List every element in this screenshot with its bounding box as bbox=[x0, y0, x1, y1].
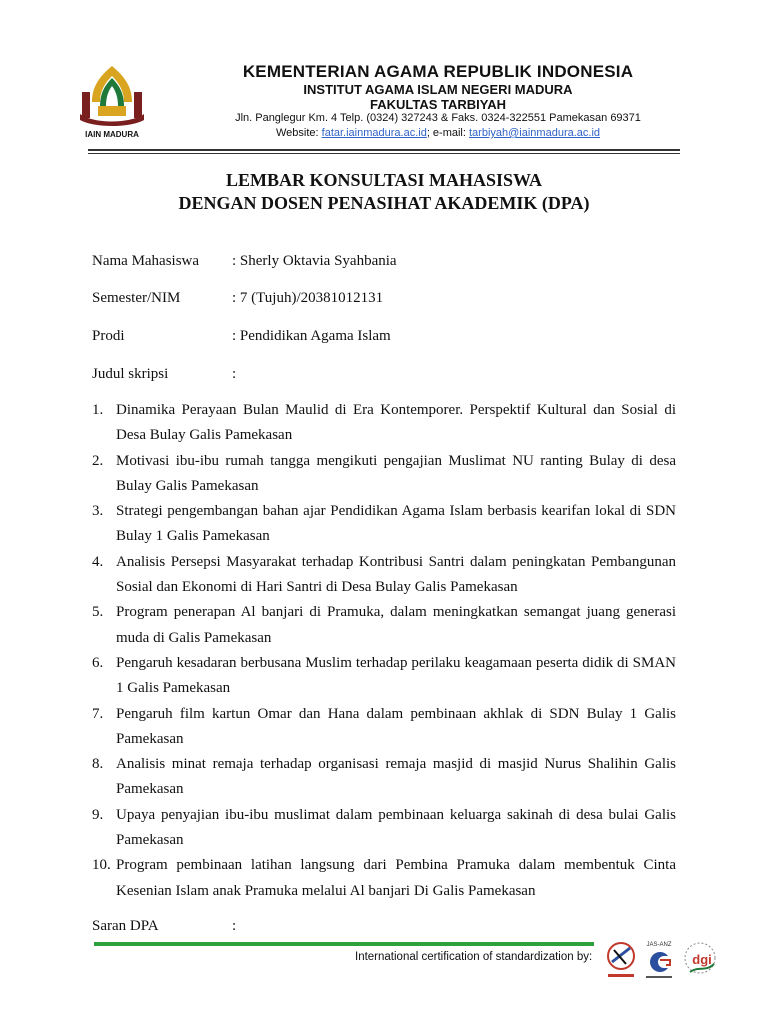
document-title-line1: LEMBAR KONSULTASI MAHASISWA bbox=[225, 170, 543, 190]
saran-dpa-value: : bbox=[232, 918, 237, 934]
field-label-judul-skripsi: Judul skripsi bbox=[92, 366, 169, 382]
header-divider-thick bbox=[88, 149, 680, 151]
email-label: ; e-mail: bbox=[426, 127, 469, 139]
list-item bbox=[92, 803, 676, 854]
ministry-name: KEMENTERIAN AGAMA REPUBLIK INDONESIA bbox=[242, 62, 634, 81]
email-link[interactable]: tarbiyah@iainmadura.ac.id bbox=[469, 127, 601, 139]
list-item bbox=[92, 752, 676, 803]
list-item-number: 9. bbox=[92, 806, 104, 823]
field-value-judul-skripsi: : bbox=[232, 366, 237, 382]
contact-line bbox=[188, 127, 688, 139]
list-item-number: 5. bbox=[92, 604, 104, 621]
list-item bbox=[92, 702, 676, 753]
list-item-text: Analisis Persepsi Masyarakat terhadap Kontribusi Santri dalam peningkatan Pembangunan Sosial dan Ekonomi di Hari Santri di Desa Bulay Galis Pamekasan bbox=[116, 553, 676, 596]
list-item-number: 8. bbox=[92, 756, 104, 773]
list-item bbox=[92, 651, 676, 702]
list-item bbox=[92, 398, 676, 449]
list-item-number: 3. bbox=[92, 503, 104, 520]
field-value-prodi: : Pendidikan Agama Islam bbox=[232, 328, 391, 344]
list-item-number: 7. bbox=[92, 705, 104, 722]
list-item-number: 10. bbox=[92, 857, 111, 874]
faculty-name: FAKULTAS TARBIYAH bbox=[369, 97, 507, 112]
iso-certification-icon bbox=[604, 938, 638, 982]
field-value-nama: : Sherly Oktavia Syahbania bbox=[232, 253, 397, 269]
dgi-badge-icon bbox=[680, 938, 720, 982]
list-item bbox=[92, 449, 676, 500]
list-item bbox=[92, 600, 676, 651]
list-item-text: Pengaruh film kartun Omar dan Hana dalam pembinaan akhlak di SDN Bulay 1 Galis Pamekasan bbox=[116, 705, 676, 747]
website-link[interactable]: fatar.iainmadura.ac.id bbox=[321, 127, 427, 139]
website-label: Website: bbox=[275, 127, 322, 139]
logo-text: IAIN MADURA bbox=[85, 130, 139, 139]
list-item-text: Motivasi ibu-ibu rumah tangga mengikuti pengajian Muslimat NU ranting Bulay di desa Bulay Galis Pamekasan bbox=[116, 452, 676, 494]
list-item bbox=[92, 499, 676, 550]
footer-green-rule bbox=[94, 942, 594, 946]
saran-dpa-label: Saran DPA bbox=[92, 918, 159, 934]
dgi-label: dgi bbox=[692, 952, 712, 967]
list-item-text: Pengaruh kesadaran berbusana Muslim terhadap perilaku keagamaan peserta didik di SMAN 1 Galis Pamekasan bbox=[116, 654, 676, 697]
list-item bbox=[92, 853, 676, 904]
header-divider-thin bbox=[88, 153, 680, 154]
field-label-prodi: Prodi bbox=[92, 328, 125, 344]
list-item-number: 4. bbox=[92, 553, 104, 570]
address-line: Jln. Panglegur Km. 4 Telp. (0324) 327243 & Faks. 0324-322551 Pamekasan 69371 bbox=[235, 112, 641, 124]
list-item-number: 1. bbox=[92, 402, 104, 418]
field-value-semester-nim: : 7 (Tujuh)/20381012131 bbox=[232, 290, 384, 306]
iain-madura-logo bbox=[70, 62, 154, 142]
list-item-number: 2. bbox=[92, 452, 104, 469]
list-item-text: Program penerapan Al banjari di Pramuka, dalam meningkatkan semangat juang generasi muda di Galis Pamekasan bbox=[116, 604, 676, 646]
thesis-title-list bbox=[92, 398, 676, 904]
document-title-line2: DENGAN DOSEN PENASIHAT AKADEMIK (DPA) bbox=[178, 193, 590, 213]
list-item-number: 6. bbox=[92, 654, 104, 671]
list-item-text: Dinamika Perayaan Bulan Maulid di Era Kontemporer. Perspektif Kultural dan Sosial di Desa Bulay Galis Pamekasan bbox=[116, 402, 676, 444]
certification-text: International certification of standardization by: bbox=[355, 951, 593, 963]
list-item-text: Strategi pengembangan bahan ajar Pendidikan Agama Islam berbasis kearifan lokal di SDN Bulay 1 Galis Pamekasan bbox=[116, 503, 676, 545]
institute-name: INSTITUT AGAMA ISLAM NEGERI MADURA bbox=[303, 82, 573, 97]
list-item-text: Program pembinaan latihan langsung dari Pembina Pramuka dalam membentuk Cinta Kesenian Islam anak Pramuka melalui Al banjari Di Galis Pamekasan bbox=[116, 857, 676, 899]
jas-anz-label: JAS-ANZ bbox=[646, 942, 672, 948]
field-label-nama: Nama Mahasiswa bbox=[92, 253, 200, 269]
list-item-text: Upaya penyajian ibu-ibu muslimat dalam pembinaan keluarga sakinah di desa bulai Galis Pamekasan bbox=[116, 806, 676, 849]
list-item bbox=[92, 550, 676, 601]
field-label-semester-nim: Semester/NIM bbox=[92, 290, 181, 306]
jas-anz-badge-icon bbox=[642, 938, 676, 982]
list-item-text: Analisis minat remaja terhadap organisasi remaja masjid di masjid Nurus Shalihin Galis Pamekasan bbox=[116, 756, 676, 798]
